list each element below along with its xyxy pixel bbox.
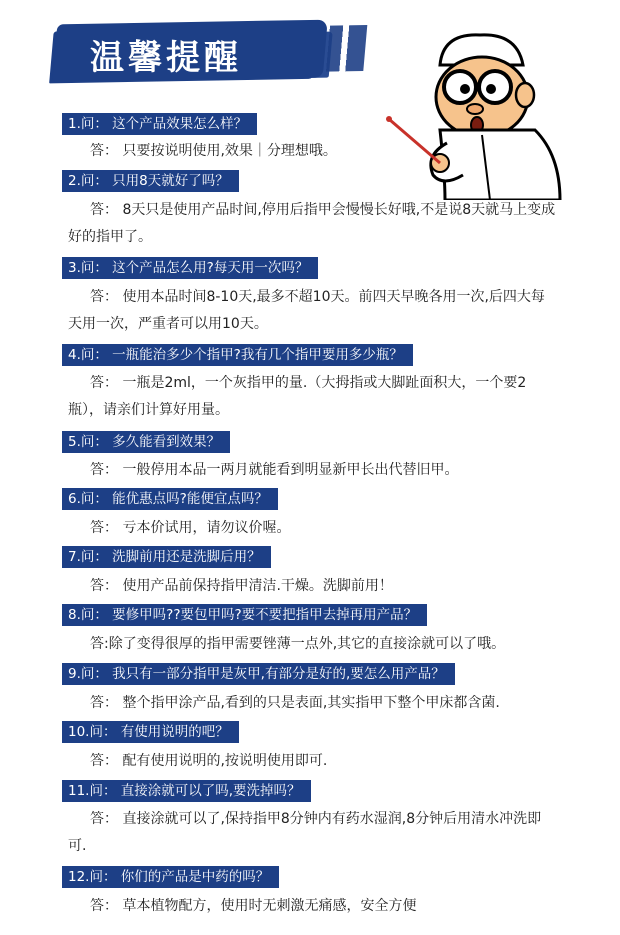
- question-7: 7.问： 洗脚前用还是洗脚后用？: [62, 546, 271, 568]
- doctor-illustration-icon: [385, 25, 605, 200]
- answer-7: 答： 使用产品前保持指甲清洁.干燥。洗脚前用！: [90, 578, 393, 594]
- question-1: 1.问： 这个产品效果怎么样？: [62, 113, 257, 135]
- answer-8: 答:除了变得很厚的指甲需要锉薄一点外,其它的直接涂就可以了哦。: [90, 636, 506, 652]
- answer-6: 答： 亏本价试用，请勿议价喔。: [90, 520, 291, 536]
- answer-1: 答： 只要按说明使用,效果｜分理想哦。: [90, 143, 337, 159]
- question-8: 8.问： 要修甲吗??要包甲吗?要不要把指甲去掉再用产品？: [62, 604, 427, 626]
- header: [0, 0, 620, 115]
- answer-3: 答： 使用本品时间8-10天,最多不超10天。前四天早晚各用一次,后四大每天用一次，严重者可以用10天。: [68, 289, 545, 332]
- question-9: 9.问： 我只有一部分指甲是灰甲,有部分是好的,要怎么用产品？: [62, 663, 455, 685]
- answer-4: 答： 一瓶是2ml，一个灰指甲的量.（大拇指或大脚趾面积大，一个要2瓶），请亲们计算好用量。: [68, 375, 527, 418]
- question-4: 4.问： 一瓶能治多少个指甲?我有几个指甲要用多少瓶？: [62, 344, 413, 366]
- page-title: 温馨提醒: [90, 38, 242, 78]
- question-10: 10.问： 有使用说明的吧？: [62, 721, 239, 743]
- answer-9: 答： 整个指甲涂产品,看到的只是表面,其实指甲下整个甲床都含菌.: [90, 695, 500, 711]
- question-5: 5.问： 多久能看到效果？: [62, 431, 230, 453]
- answer-2: 答： 8天只是使用产品时间,停用后指甲会慢慢长好哦,不是说8天就马上变成好的指甲了。: [68, 202, 556, 245]
- question-11: 11.问： 直接涂就可以了吗,要洗掉吗？: [62, 780, 311, 802]
- answer-5: 答： 一般停用本品一两月就能看到明显新甲长出代替旧甲。: [90, 462, 459, 478]
- question-2: 2.问： 只用8天就好了吗？: [62, 170, 239, 192]
- answer-11: 答： 直接涂就可以了,保持指甲8分钟内有药水湿润,8分钟后用清水冲洗即可.: [68, 811, 542, 854]
- question-6: 6.问： 能优惠点吗?能便宜点吗？: [62, 488, 278, 510]
- question-3: 3.问： 这个产品怎么用?每天用一次吗？: [62, 257, 318, 279]
- question-12: 12.问： 你们的产品是中药的吗？: [62, 866, 279, 888]
- answer-12: 答： 草本植物配方，使用时无刺激无痛感，安全方便: [90, 898, 417, 914]
- answer-10: 答： 配有使用说明的,按说明使用即可.: [90, 753, 328, 769]
